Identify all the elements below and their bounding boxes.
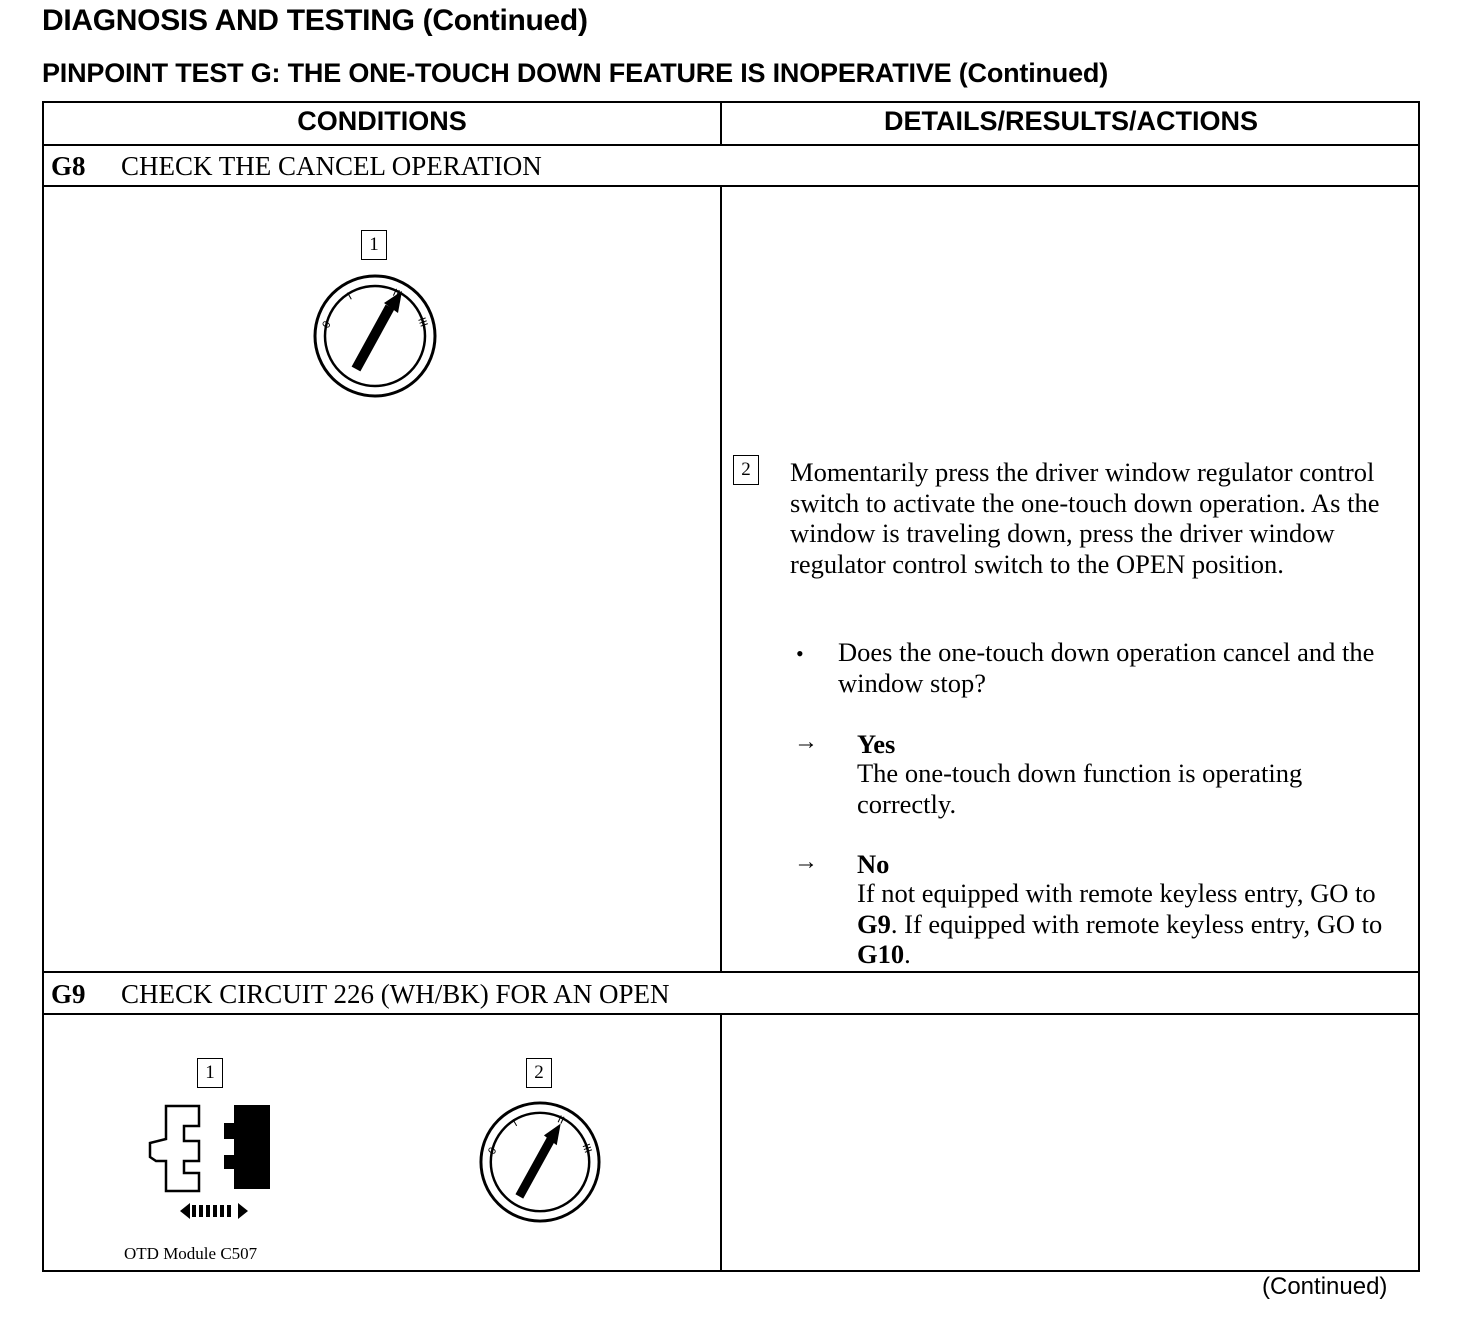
no-label: No (857, 849, 890, 879)
no-text-part: If not equipped with remote keyless entry, GO to (857, 878, 1376, 908)
step-link-g10[interactable]: G10 (857, 939, 905, 969)
connector-icon (144, 1101, 274, 1225)
ignition-mark-2: II (390, 286, 402, 301)
step-heading-g8 (51, 151, 542, 182)
instruction-text: Momentarily press the driver window regulator control switch to activate the one-touch down operation. As the window is traveling down, press the driver window regulator control switch to the OPEN position. (790, 457, 1380, 579)
page-title: DIAGNOSIS AND TESTING (Continued) (42, 4, 588, 37)
diagnostic-table (42, 101, 1420, 1272)
ignition-mark-2: II (555, 1113, 566, 1127)
ignition-mark-0: 0 (320, 319, 334, 331)
no-text (857, 878, 1417, 970)
arrow-icon: → (794, 849, 818, 875)
connector-caption: OTD Module C507 (124, 1244, 258, 1263)
ignition-mark-3: III (415, 315, 430, 329)
yes-label: Yes (857, 729, 896, 759)
ignition-mark-1: I (345, 290, 355, 303)
continued-label: (Continued) (1262, 1273, 1388, 1300)
bullet-question: Does the one-touch down operation cancel and the window stop? (838, 637, 1375, 698)
arrow-icon: → (794, 729, 818, 755)
callout-2: 2 (733, 455, 759, 485)
pinpoint-test-title: PINPOINT TEST G: THE ONE-TOUCH DOWN FEATURE IS INOPERATIVE (Continued) (42, 58, 1108, 88)
column-divider (720, 185, 722, 971)
divider (44, 185, 1418, 187)
ignition-switch-icon (312, 273, 438, 399)
column-header-details: DETAILS/RESULTS/ACTIONS (883, 106, 1258, 136)
divider (44, 971, 1418, 973)
ignition-switch-icon (478, 1100, 602, 1224)
step-title: CHECK CIRCUIT 226 (WH/BK) FOR AN OPEN (121, 979, 670, 1009)
bullet: • (796, 641, 804, 666)
step-heading-g9 (51, 979, 670, 1010)
step-id: G9 (51, 979, 86, 1009)
divider (44, 1013, 1418, 1015)
no-text-part: . If equipped with remote keyless entry, GO to (890, 908, 1383, 939)
divider (44, 144, 1418, 146)
step-title: CHECK THE CANCEL OPERATION (121, 151, 542, 181)
column-divider (720, 103, 722, 144)
callout-1: 1 (361, 230, 387, 260)
callout-2: 2 (526, 1058, 552, 1088)
ignition-mark-0: 0 (485, 1145, 500, 1157)
step-link-g9[interactable]: G9 (857, 908, 891, 939)
column-header-conditions: CONDITIONS (297, 106, 467, 136)
yes-text: The one-touch down function is operating correctly. (857, 758, 1303, 819)
step-id: G8 (51, 151, 86, 181)
callout-1: 1 (197, 1058, 223, 1088)
ignition-mark-1: I (510, 1117, 520, 1130)
no-text-part: . (904, 939, 911, 969)
column-divider (720, 1013, 722, 1271)
ignition-mark-3: III (579, 1142, 594, 1155)
